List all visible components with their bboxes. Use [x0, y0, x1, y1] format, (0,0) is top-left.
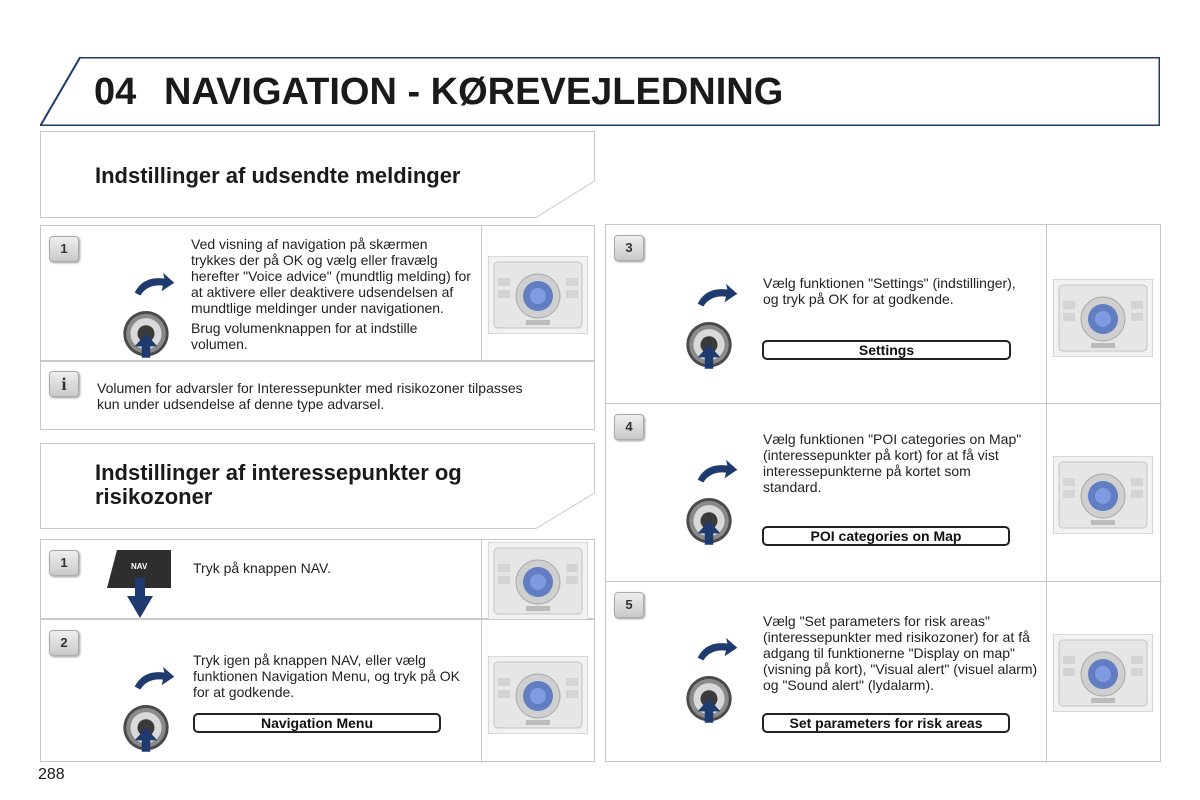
- step-text: Tryk igen på knappen NAV, eller vælg funktionen Navigation Menu, og tryk på OK for at godkende.: [193, 652, 460, 700]
- info-text: Volumen for advarsler for Interessepunkter med risikozoner tilpasses kun under udsendelse af denne type advarsel.: [97, 380, 523, 412]
- section-title-box-2: [40, 443, 595, 529]
- radio-panel-image: [1053, 456, 1153, 534]
- radio-panel-image: [488, 656, 588, 734]
- radio-panel-image: [488, 542, 588, 620]
- chapter-header: [40, 57, 1160, 126]
- step-text: Vælg funktionen "POI categories on Map" (interessepunkter på kort) for at få vist interessepunkterne på kortet som standard.: [763, 431, 1022, 495]
- nav-button-icon: [105, 548, 173, 588]
- step-text: Tryk på knappen NAV.: [193, 560, 332, 576]
- section-title: Indstillinger af udsendte meldinger: [95, 163, 461, 188]
- risk-areas-menu-label: Set parameters for risk areas: [762, 713, 1010, 733]
- settings-menu-label: Settings: [762, 340, 1011, 360]
- section-title-box-1: [40, 131, 595, 218]
- info-icon: i: [49, 371, 79, 397]
- ok-knob-icon: [669, 635, 749, 727]
- navigation-menu-label: Navigation Menu: [193, 713, 441, 733]
- info-box: [40, 361, 595, 430]
- ok-knob-icon: [669, 281, 749, 373]
- section-title: Indstillinger af interessepunkter og risikozoner: [95, 460, 462, 509]
- ok-knob-icon: [106, 664, 186, 756]
- step-text: Vælg "Set parameters for risk areas" (interessepunkter med risikozoner) for at få adgang til funktionerne "Display on map" (visning på kort), "Visual alert" (visuel alarm) og "Sound alert" (lydalarm).: [763, 613, 1038, 693]
- step-number-badge: 3: [614, 235, 644, 261]
- step-box: [40, 225, 595, 361]
- ok-knob-icon: [669, 457, 749, 549]
- step-number-badge: 2: [49, 630, 79, 656]
- chapter-number: 04: [94, 71, 137, 113]
- step-box: [40, 539, 595, 619]
- step-text-volume: Brug volumenknappen for at indstille volumen.: [191, 320, 418, 352]
- poi-categories-menu-label: POI categories on Map: [762, 526, 1010, 546]
- step-number-badge: 1: [49, 550, 79, 576]
- step-number-badge: 5: [614, 592, 644, 618]
- page-number: 288: [38, 766, 65, 783]
- radio-panel-image: [1053, 634, 1153, 712]
- ok-knob-icon: [106, 270, 186, 362]
- page-title: NAVIGATION - KØREVEJLEDNING: [164, 71, 784, 113]
- radio-panel-image: [1053, 279, 1153, 357]
- step-number-badge: 4: [614, 414, 644, 440]
- nav-button-label: NAV: [131, 562, 148, 571]
- step-text: Vælg funktionen "Settings" (indstillinger), og tryk på OK for at godkende.: [763, 275, 1016, 307]
- right-steps-box: [605, 224, 1161, 762]
- step-box: [40, 619, 595, 762]
- radio-panel-image: [488, 256, 588, 334]
- step-number-badge: 1: [49, 236, 79, 262]
- step-text: Ved visning af navigation på skærmen trykkes der på OK og vælg eller fravælg herefter "Voice advice" (mundtlig melding) for at aktivere eller deaktivere udsendelsen af mundtlige meldinger under navigationen.: [191, 236, 471, 316]
